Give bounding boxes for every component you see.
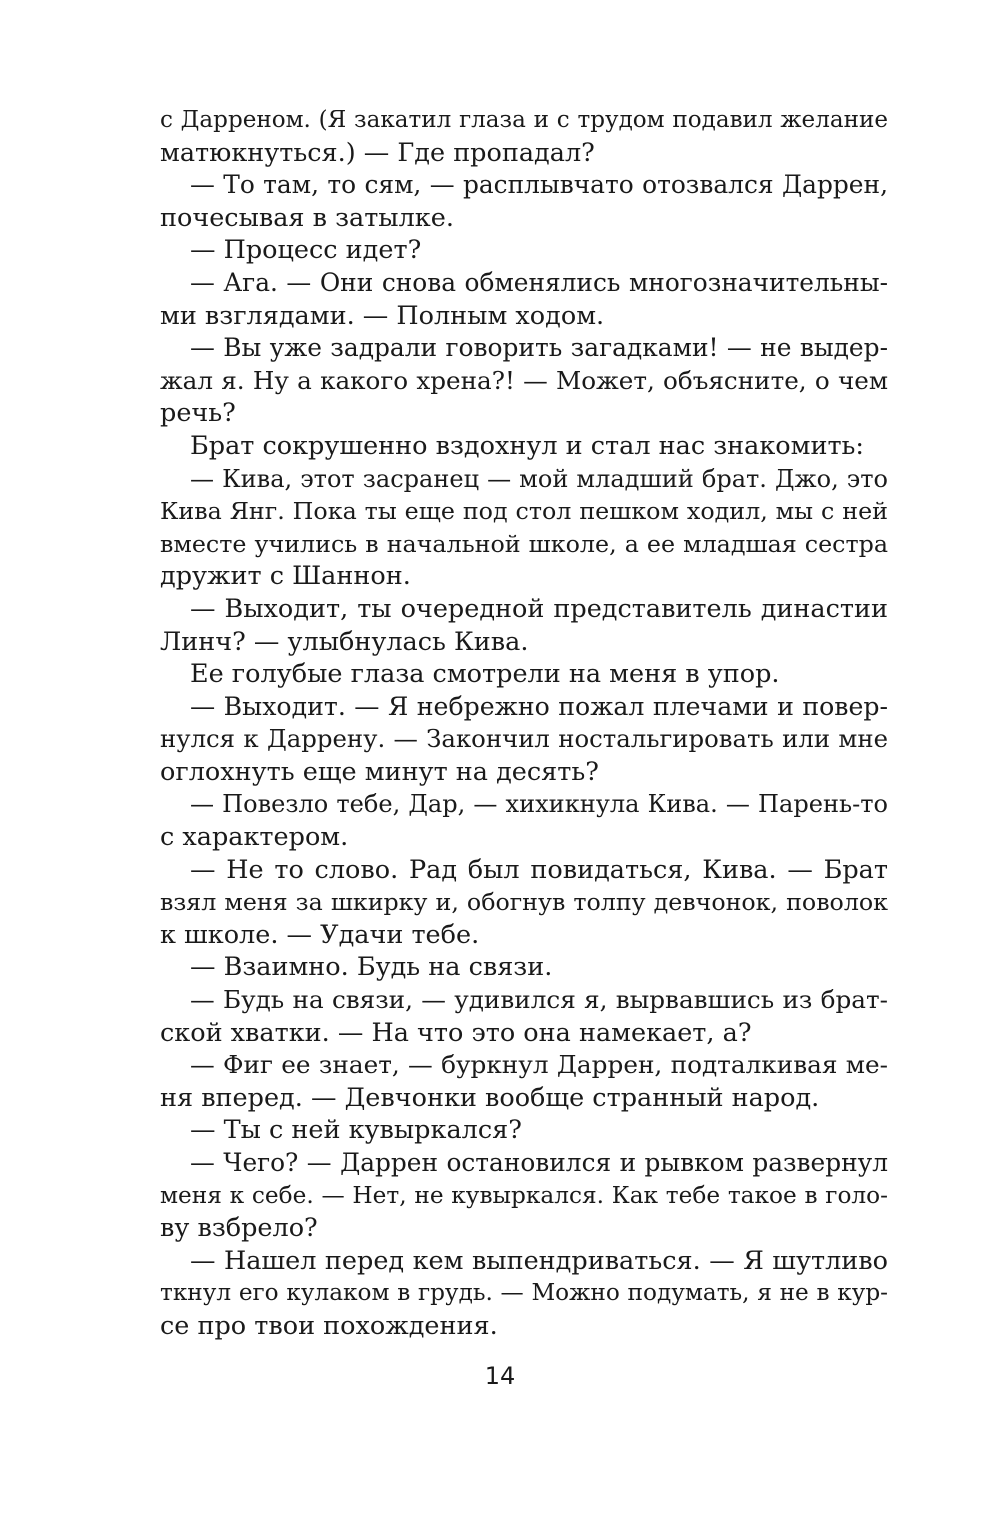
text-line: дружит с Шаннон.: [160, 561, 411, 592]
text-line: ня вперед. — Девчонки вообще странный народ.: [160, 1082, 820, 1113]
text-line: с Дарреном. (Я закатил глаза и с трудом подавил желание: [160, 107, 888, 133]
text-line: взял меня за шкирку и, обогнув толпу девчонок, поволок: [160, 888, 888, 917]
text-line: — Не то слово. Рад был повидаться, Кива. — Брат: [190, 854, 888, 885]
text-line: — Взаимно. Будь на связи.: [190, 952, 553, 983]
text-line: — Фиг ее знает, — буркнул Даррен, подталкивая ме-: [190, 1050, 888, 1080]
text-line: к школе. — Удачи тебе.: [160, 919, 480, 950]
text-line: ву взбрело?: [160, 1213, 318, 1244]
text-line: — Повезло тебе, Дар, — хихикнула Кива. — Парень-то: [190, 790, 888, 819]
text-line: Ее голубые глаза смотрели на меня в упор.: [190, 659, 780, 690]
text-line: — Ага. — Они снова обменялись многозначительны-: [190, 267, 888, 297]
text-line: речь?: [160, 398, 236, 429]
page-number: 14: [484, 1362, 516, 1390]
text-line: — Вы уже задрали говорить загадками! — не выдер-: [190, 333, 888, 363]
text-line: — Чего? — Даррен остановился и рывком развернул: [190, 1148, 888, 1177]
text-line: — Ты с ней кувыркался?: [190, 1115, 522, 1146]
text-line: нулся к Даррену. — Закончил ностальгировать или мне: [160, 724, 888, 754]
text-line: — Выходит, ты очередной представитель династии: [190, 593, 888, 624]
text-line: Линч? — улыбнулась Кива.: [160, 626, 529, 657]
text-line: матюкнуться.) — Где пропадал?: [160, 137, 595, 168]
text-line: Кива Янг. Пока ты еще под стол пешком ходил, мы с ней: [160, 497, 888, 526]
text-line: — То там, то сям, — расплывчато отозвался Даррен,: [190, 170, 888, 200]
text-line: — Кива, этот засранец — мой младший брат. Джо, это: [190, 464, 888, 493]
text-line: — Нашел перед кем выпендриваться. — Я шутливо: [190, 1245, 888, 1276]
text-line: меня к себе. — Нет, не кувыркался. Как тебе такое в голо-: [160, 1181, 888, 1209]
text-line: вместе учились в начальной школе, а ее младшая сестра: [160, 529, 888, 558]
text-line: ми взглядами. — Полным ходом.: [160, 300, 605, 331]
text-line: с характером.: [160, 822, 349, 853]
text-line: ской хватки. — На что это она намекает, а?: [160, 1017, 752, 1048]
text-line: жал я. Ну а какого хрена?! — Может, объясните, о чем: [160, 365, 888, 395]
text-line: оглохнуть еще минут на десять?: [160, 756, 599, 787]
text-line: Брат сокрушенно вздохнул и стал нас знакомить:: [190, 430, 865, 461]
text-line: — Будь на связи, — удивился я, вырвавшись из брат-: [190, 985, 888, 1015]
text-line: — Выходит. — Я небрежно пожал плечами и повер-: [190, 691, 888, 721]
text-line: — Процесс идет?: [190, 235, 422, 266]
text-line: ткнул его кулаком в грудь. — Можно подумать, я не в кур-: [160, 1279, 888, 1307]
text-line: почесывая в затылке.: [160, 202, 454, 233]
text-line: се про твои похождения.: [160, 1310, 498, 1341]
body-text: [160, 104, 888, 1343]
